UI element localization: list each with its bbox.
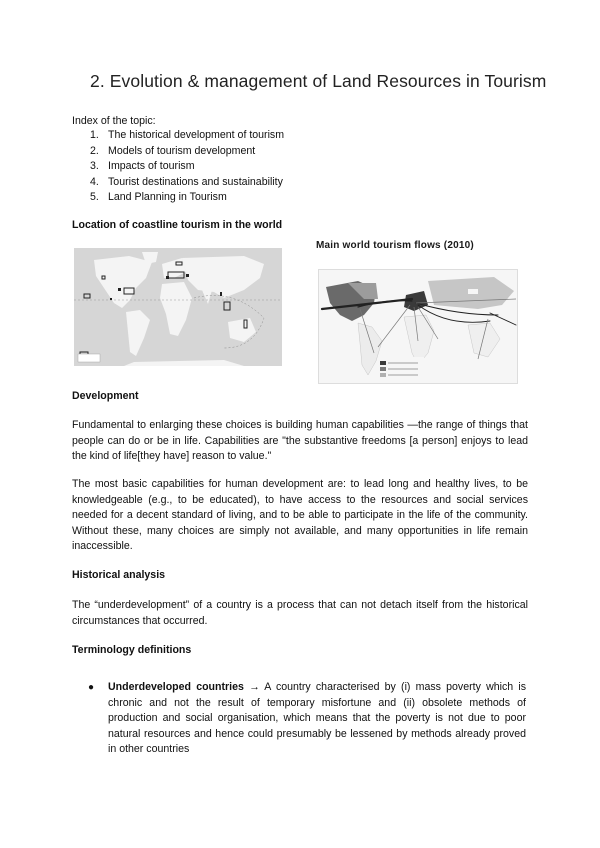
index-item [90, 175, 284, 191]
index-item [90, 159, 284, 175]
index-label: Index of the topic: [72, 115, 156, 127]
coastline-heading: Location of coastline tourism in the world [72, 219, 283, 231]
terminology-heading: Terminology definitions [72, 644, 192, 656]
historical-analysis-heading: Historical analysis [72, 569, 166, 581]
index-number: 1. [90, 129, 99, 141]
definition-body: A country characterised by (i) mass poverty which is chronic and not the result of temporary misfortune and (ii) obsolete methods of production and social organisation, which means that the poverty is not due to poor natural resources and hence could presumably be lessened by methods already proved in other countries [108, 681, 526, 755]
page-title: 2. Evolution & management of Land Resources in Tourism [90, 71, 547, 91]
index-text: The historical development of tourism [108, 129, 285, 141]
index-number: 2. [90, 144, 99, 157]
development-heading: Development [72, 390, 139, 402]
terminology-list-item [88, 680, 528, 758]
index-text: Tourist destinations and sustainability [108, 175, 283, 188]
definition-term: Underdeveloped countries [108, 681, 244, 693]
index-item [90, 144, 284, 160]
development-paragraph-1: Fundamental to enlarging these choices is building human capabilities —the range of things that people can do or be in life. Capabilities are "the substantive freedoms [a person] enjoys to lead the kind of life[they have] reason to value." [72, 419, 528, 462]
index-number: 4. [90, 175, 99, 188]
coastline-tourism-map [74, 248, 282, 366]
tourism-flows-map [318, 269, 518, 384]
index-number: 3. [90, 160, 99, 172]
development-paragraph-2: The most basic capabilities for human development are: to lead long and healthy lives, to be knowledgeable (e.g., to be educated), to have access to the resources and social services needed for a decent standard of living, and to be able to participate in the life of the community. Without these, many choices are simply not available, and many opportunities in life remain inaccessible. [72, 478, 528, 552]
index-number: 5. [90, 191, 99, 203]
index-item [90, 128, 284, 144]
definition-text [108, 680, 526, 758]
arrow-icon: → [249, 681, 260, 693]
index-item [90, 190, 284, 206]
index-list [90, 128, 284, 206]
index-text: Models of tourism development [108, 144, 256, 157]
historical-analysis-paragraph: The “underdevelopment” of a country is a process that can not detach itself from the historical circumstances that occurred. [72, 599, 528, 627]
tourism-flows-map-title: Main world tourism flows (2010) [316, 240, 474, 251]
bullet-icon: ● [88, 682, 95, 693]
index-text: Impacts of tourism [108, 160, 195, 172]
index-text: Land Planning in Tourism [108, 191, 227, 203]
